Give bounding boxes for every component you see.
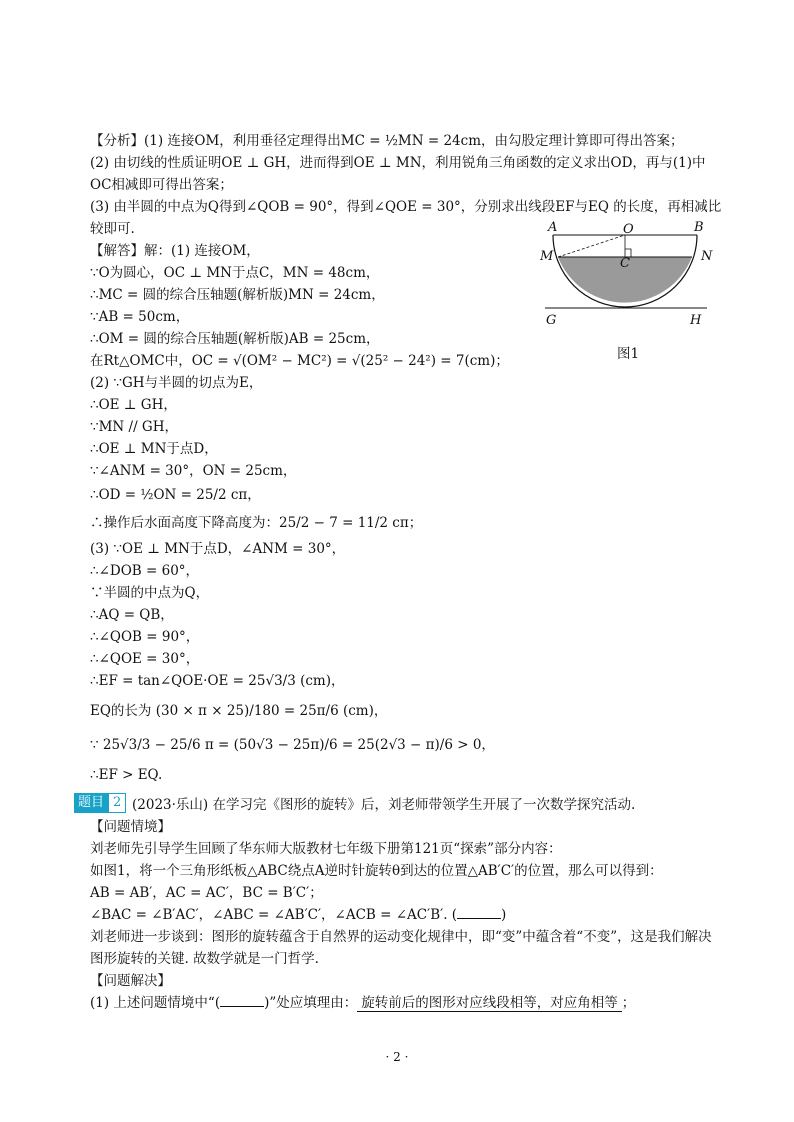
analysis-line-4: (3) 由半圆的中点为Q得到∠QOB = 90°，得到∠QOE = 30°，分别求出线段EF与EQ 的长度，再相减比: [90, 199, 722, 215]
section-problem-context: 【问题情境】: [90, 819, 171, 835]
q1-answer: 旋转前后的图形对应线段相等，对应角相等: [357, 995, 622, 1012]
label-G: G: [546, 313, 557, 328]
badge-number: 2: [108, 793, 126, 813]
question-para-6: 图形旋转的关键. 故数学就是一门哲学.: [90, 951, 319, 967]
solution-line-12: ∴OD = ½ON = 25/2 cπ，: [90, 487, 261, 503]
solution-line-16: ∵半圆的中点为Q，: [90, 585, 210, 601]
analysis-line-2: (2) 由切线的性质证明OE ⊥ GH，进而得到OE ⊥ MN，利用锐角三角函数的定义求出OD，再与(1)中: [90, 155, 706, 171]
answer-blank: [457, 906, 501, 919]
solution-line-23: ∴EF > EQ.: [90, 767, 163, 783]
solution-line-17: ∴AQ = QB，: [90, 607, 174, 623]
page-number: · 2 ·: [385, 1050, 409, 1064]
solution-line-2: ∵O为圆心，OC ⊥ MN于点C，MN = 48cm，: [90, 265, 380, 281]
solution-line-21: EQ的长为 (30 × π × 25)/180 = 25π/6 (cm)，: [90, 703, 388, 719]
solution-line-11: ∵∠ANM = 30°，ON = 25cm，: [90, 463, 297, 479]
question-para-3: AB = AB′，AC = AC′，BC = B′C′；: [90, 885, 323, 901]
label-H: H: [690, 313, 702, 328]
solution-line-18: ∴∠QOB = 90°，: [90, 629, 200, 645]
solution-line-5: ∴OM = 圆的综合压轴题(解析版)AB = 25cm，: [90, 331, 380, 347]
q1-mid: )”处应填理由：: [264, 995, 358, 1011]
solution-line-13: ∴操作后水面高度下降高度为：25/2 − 7 = 11/2 cπ；: [90, 515, 423, 531]
q1-end: ；: [621, 995, 636, 1011]
label-B: B: [694, 220, 704, 235]
analysis-line-1: 【分析】(1) 连接OM，利用垂径定理得出MC = ½MN = 24cm，由勾股定理计算即可得出答案；: [90, 133, 684, 149]
q1-prefix: (1) 上述问题情境中“(: [90, 995, 221, 1011]
solution-line-19: ∴∠QOE = 30°，: [90, 651, 200, 667]
solution-line-4: ∵AB = 50cm，: [90, 309, 190, 325]
solution-line-15: ∴∠DOB = 60°，: [90, 563, 200, 579]
figure-caption: 图1: [617, 346, 640, 362]
solution-line-10: ∴OE ⊥ MN于点D，: [90, 441, 218, 457]
label-O: O: [623, 222, 634, 237]
para-4-end: ): [501, 907, 507, 923]
label-A: A: [548, 220, 558, 235]
question-para-4: [90, 906, 506, 924]
solution-line-20: ∴EF = tan∠QOE·OE = 25√3/3 (cm)，: [90, 673, 345, 689]
question-intro: (2023·乐山) 在学习完《图形的旋转》后，刘老师带领学生开展了一次数学探究活动.: [132, 797, 636, 813]
question-para-1: 刘老师先引导学生回顾了华东师大版教材七年级下册第121页“探索”部分内容：: [90, 841, 562, 857]
solution-line-14: (3) ∵OE ⊥ MN于点D，∠ANM = 30°，: [90, 541, 346, 557]
solution-line-3: ∴MC = 圆的综合压轴题(解析版)MN = 24cm，: [90, 287, 385, 303]
question-part-1: [90, 994, 635, 1012]
label-N: N: [701, 249, 713, 264]
question-para-2: 如图1，将一个三角形纸板△ABC绕点A逆时针旋转θ到达的位置△AB′C′的位置，那么可以得到：: [90, 863, 663, 879]
solution-line-22: ∵ 25√3/3 − 25/6 π = (50√3 − 25π)/6 = 25(2√3 − π)/6 > 0，: [90, 737, 495, 753]
label-C: C: [620, 256, 630, 271]
para-4-text: ∠BAC = ∠B′AC′，∠ABC = ∠AB′C′，∠ACB = ∠AC′B′. (: [90, 907, 458, 923]
badge-label: 题目: [74, 793, 108, 813]
solution-line-8: ∴OE ⊥ GH，: [90, 397, 177, 413]
question-badge: [74, 793, 126, 813]
solution-line-1: 【解答】解：(1) 连接OM，: [90, 243, 260, 259]
solution-line-7: (2) ∵GH与半圆的切点为E，: [90, 375, 263, 391]
analysis-line-3: OC相减即可得出答案；: [90, 177, 233, 193]
section-problem-solving: 【问题解决】: [90, 973, 171, 989]
q1-blank: [220, 994, 264, 1007]
question-para-5: 刘老师进一步谈到：图形的旋转蕴含于自然界的运动变化规律中，即“变”中蕴含着“不变”，这是我们解决: [90, 929, 712, 945]
solution-line-6: 在Rt△OMC中，OC = √(OM² − MC²) = √(25² − 24²) = 7(cm)；: [90, 353, 509, 369]
label-M: M: [540, 249, 554, 264]
analysis-line-5: 较即可.: [90, 221, 135, 237]
solution-line-9: ∵MN // GH，: [90, 419, 178, 435]
